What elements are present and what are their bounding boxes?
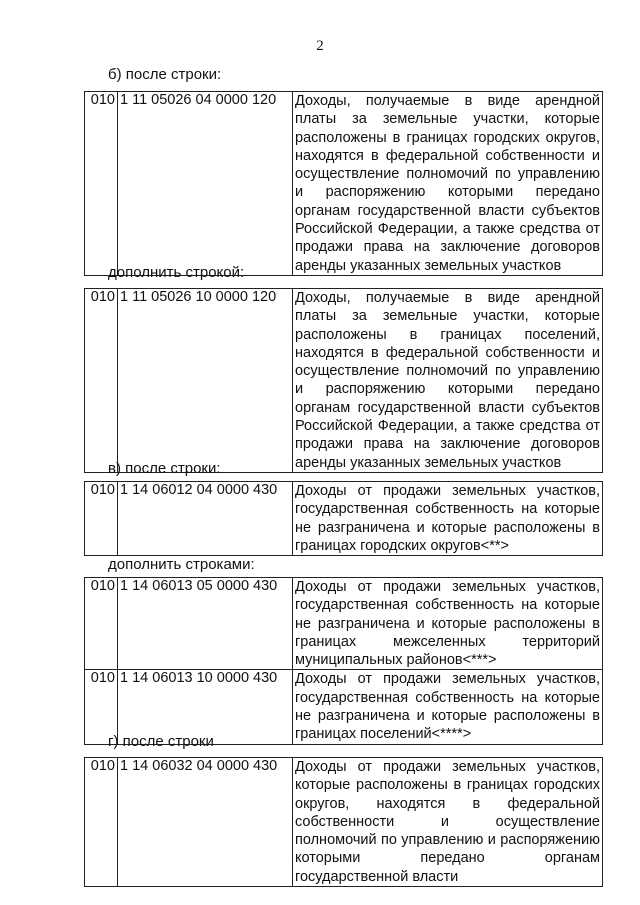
code-table-v	[84, 481, 603, 556]
budget-code-cell: 1 14 06012 04 0000 430	[118, 482, 293, 556]
admin-code-cell: 010	[85, 758, 118, 887]
section-label-add-rows: дополнить строками:	[108, 556, 255, 573]
section-label-v: в) после строки:	[108, 460, 221, 477]
income-name-cell: Доходы от продажи земельных участков, которые расположены в границах городских округов, находятся в федеральной собственности и осуществление полномочий по управлению и распоряжению которыми передано органам государственной власти	[293, 758, 603, 887]
income-name-cell: Доходы от продажи земельных участков, государственная собственность на которые не разграничена и которые расположены в границах городских округов<**>	[293, 482, 603, 556]
section-label-b: б) после строки:	[108, 66, 222, 83]
section-label-g: г) после строки	[108, 733, 214, 750]
income-name-cell: Доходы, получаемые в виде арендной платы за земельные участки, которые расположены в границах городских округов, находятся в федеральной собственности и осуществление полномочий по управлению и распоряжению которыми передано органам государственной власти субъектов Российской Федерации, а также средства от продажи права на заключение договоров аренды указанных земельных участков	[293, 92, 603, 276]
income-name-cell: Доходы, получаемые в виде арендной платы за земельные участки, которые расположены в границах поселений, находятся в федеральной собственности и осуществление полномочий по управлению и распоряжению которыми передано органам государственной власти субъектов Российской Федерации, а также средства от продажи права на заключение договоров аренды указанных земельных участков	[293, 289, 603, 473]
budget-code-cell: 1 11 05026 04 0000 120	[118, 92, 293, 276]
code-table-add-row	[84, 288, 603, 473]
income-name-cell: Доходы от продажи земельных участков, государственная собственность на которые не разграничена и которые расположены в границах межселенных территорий муниципальных районов<***>	[293, 578, 603, 670]
budget-code-cell: 1 14 06032 04 0000 430	[118, 758, 293, 887]
table-row	[85, 578, 603, 670]
budget-code-cell: 1 14 06013 10 0000 430	[118, 670, 293, 744]
admin-code-cell: 010	[85, 670, 118, 744]
code-table-add-rows	[84, 577, 603, 745]
admin-code-cell: 010	[85, 482, 118, 556]
page-number: 2	[316, 38, 324, 54]
table-row	[85, 482, 603, 556]
income-name-cell: Доходы от продажи земельных участков, государственная собственность на которые не разграничена и которые расположены в границах поселений<****>	[293, 670, 603, 744]
table-row	[85, 758, 603, 887]
table-row	[85, 92, 603, 276]
admin-code-cell: 010	[85, 289, 118, 473]
admin-code-cell: 010	[85, 92, 118, 276]
admin-code-cell: 010	[85, 578, 118, 670]
budget-code-cell: 1 14 06013 05 0000 430	[118, 578, 293, 670]
code-table-g	[84, 757, 603, 887]
section-label-add-row: дополнить строкой:	[108, 264, 245, 281]
code-table-b	[84, 91, 603, 276]
budget-code-cell: 1 11 05026 10 0000 120	[118, 289, 293, 473]
table-row	[85, 289, 603, 473]
